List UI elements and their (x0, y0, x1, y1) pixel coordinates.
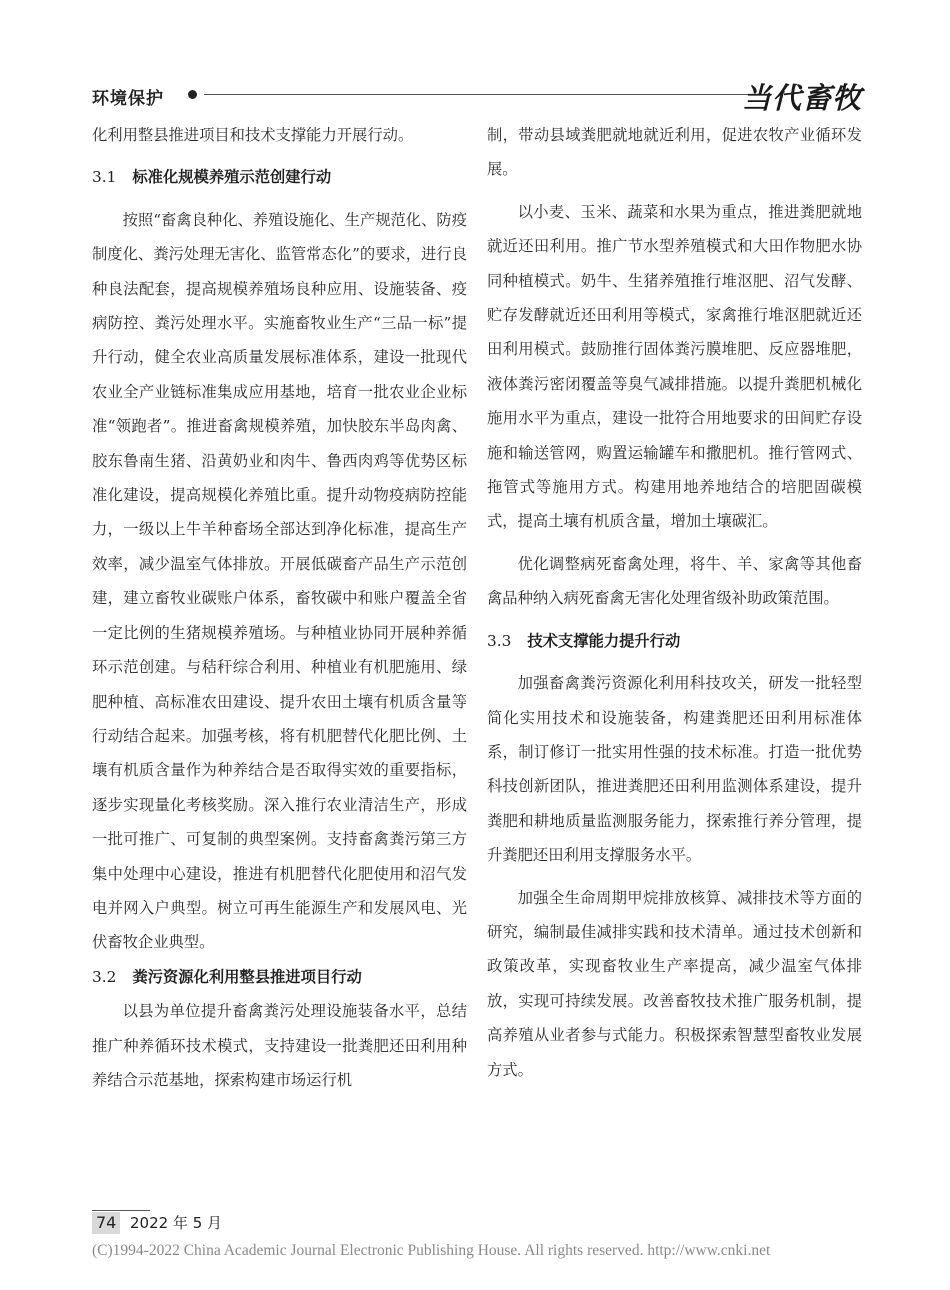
page-number: 74 (92, 1212, 120, 1234)
body-paragraph: 以县为单位提升畜禽粪污处理设施装备水平，总结推广种养循环技术模式，支持建设一批粪肥还田利用种养结合示范基地，探索构建市场运行机 (92, 1002, 467, 1089)
continued-text: 制，带动县域粪肥就地就近利用，促进农牧产业循环发展。 (487, 126, 862, 179)
header-divider (204, 94, 772, 95)
body-paragraph: 优化调整病死畜禽处理，将牛、羊、家禽等其他畜禽品种纳入病死畜禽无害化处理省级补助政策范围。 (487, 554, 862, 608)
issue-date: 2022 年 5 月 (130, 1214, 223, 1232)
page-header (92, 76, 862, 116)
section-title: 技术支撑能力提升行动 (527, 631, 681, 650)
section-title: 标准化规模养殖示范创建行动 (132, 168, 332, 187)
continued-text: 化利用整县推进项目和技术支撑能力开展行动。 (92, 126, 414, 144)
section-heading-3-1 (92, 160, 467, 194)
magazine-logo: 当代畜牧 (741, 81, 862, 115)
section-number: 3.2 (92, 967, 117, 986)
footer-divider (92, 1210, 150, 1211)
section-heading-3-2 (92, 960, 467, 994)
body-paragraph: 以小麦、玉米、蔬菜和水果为重点，推进粪肥就地就近还田利用。推广节水型养殖模式和大田作物肥水协同种植模式。奶牛、生猪养殖推行堆沤肥、沼气发酵、贮存发酵就近还田利用等模式，家禽推行堆沤肥就近还田利用模式。鼓励推行固体粪污膜堆肥、反应器堆肥，液体粪污密闭覆盖等臭气减排措施。以提升粪肥机械化施用水平为重点，建设一批符合用地要求的田间贮存设施和输送管网，购置运输罐车和撒肥机。推行管网式、拖管式等施用方式。构建用地养地结合的培肥固碳模式，提高土壤有机质含量，增加土壤碳汇。 (487, 202, 862, 531)
section-number: 3.3 (487, 631, 512, 650)
section-title: 粪污资源化利用整县推进项目行动 (132, 967, 362, 986)
copyright-notice: (C)1994-2022 China Academic Journal Electronic Publishing House. All rights reserved. http://www.cnki.net (92, 1242, 771, 1259)
bullet-dot-icon (188, 90, 197, 99)
section-number: 3.1 (92, 168, 117, 187)
left-column (92, 118, 467, 1097)
body-paragraph: 加强全生命周期甲烷排放核算、减排技术等方面的研究，编制最佳减排实践和技术清单。通过技术创新和政策改革，实现畜牧业生产率提高，减少温室气体排放，实现可持续发展。改善畜牧技术推广服务机制，提高养殖从业者参与式能力。积极探索智慧型畜牧业发展方式。 (487, 888, 862, 1079)
body-paragraph: 加强畜禽粪污资源化利用科技攻关，研发一批轻型简化实用技术和设施装备，构建粪肥还田利用标准体系，制订修订一批实用性强的技术标准。打造一批优势科技创新团队，推进粪肥还田利用监测体系建设，提升粪肥和耕地质量监测服务能力，探索推行养分管理，提升粪肥还田利用支撑服务水平。 (487, 674, 862, 865)
section-heading-3-3 (487, 624, 862, 658)
body-paragraph: 按照“畜禽良种化、养殖设施化、生产规范化、防疫制度化、粪污处理无害化、监管常态化”的要求，进行良种良法配套，提高规模养殖场良种应用、设施装备、疫病防控、粪污处理水平。实施畜牧业生产“三品一标”提升行动，健全农业高质量发展标准体系，建设一批现代农业全产业链标准集成应用基地，培育一批农业企业标准“领跑者”。推进畜禽规模养殖，加快胶东半岛肉禽、胶东鲁南生猪、沿黄奶业和肉牛、鲁西肉鸡等优势区标准化建设，提高规模化养殖比重。提升动物疫病防控能力，一级以上牛羊种畜场全部达到净化标准，提高生产效率，减少温室气体排放。开展低碳畜产品生产示范创建，建立畜牧业碳账户体系，畜牧碳中和账户覆盖全省一定比例的生猪规模养殖场。与种植业协同开展种养循环示范创建。与秸秆综合利用、种植业有机肥施用、绿肥种植、高标准农田建设、提升农田土壤有机质含量等行动结合起来。加强考核，将有机肥替代化肥比例、土壤有机质含量作为种养结合是否取得实效的重要指标，逐步实现量化考核奖励。深入推行农业清洁生产，形成一批可推广、可复制的典型案例。支持畜禽粪污第三方集中处理中心建设，推进有机肥替代化肥使用和沼气发电并网入户典型。树立可再生能源生产和发展风电、光伏畜牧企业典型。 (92, 210, 467, 952)
right-column (487, 118, 862, 1087)
section-label: 环境保护 (92, 89, 164, 109)
